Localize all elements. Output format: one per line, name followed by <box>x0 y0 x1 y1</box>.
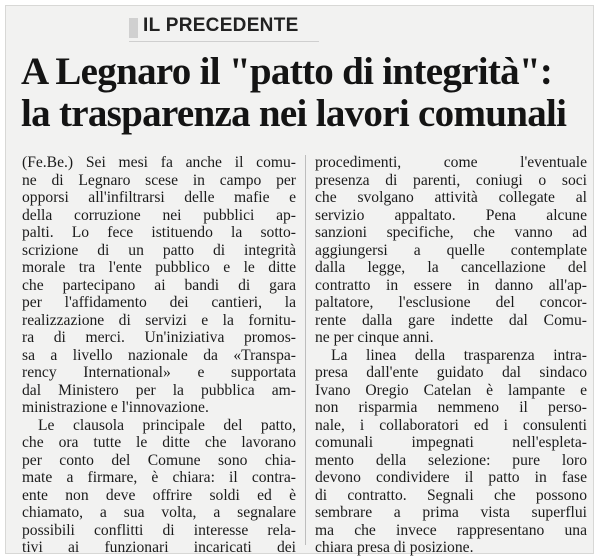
article-text-line: rency International» e supportata <box>22 364 296 381</box>
article-text-line: che ora tutte le ditte che lavorano <box>22 434 296 451</box>
article-text-line: realizzazione di servizi e la fornitu- <box>22 311 296 329</box>
article-text-line: per conto del Comune sono chia- <box>22 451 296 469</box>
article-text-line: della corruzione nei pubblici ap- <box>22 206 296 224</box>
rubric-marker <box>129 18 138 38</box>
article-text-line: ma che invece rappresentano una <box>315 521 587 539</box>
article-text-line: La linea della trasparenza intra- <box>331 346 587 364</box>
article-text-line: dalla legge, la cancellazione del <box>315 259 587 276</box>
article-text-line: opporsi all'infiltrarsi delle mafie e <box>22 189 296 206</box>
article-text-line: che svolgano attività collegate al <box>315 189 587 206</box>
article-text-line: sa a livello nazionale da «Transpa- <box>22 346 296 364</box>
newspaper-clipping <box>5 5 594 554</box>
article-text-line: comunali impegnati nell'espleta- <box>315 434 587 451</box>
article-text-line: scrizione di un patto di integrità <box>22 241 296 259</box>
article-text-line: mento della selezione: pure loro <box>315 451 587 469</box>
article-text-line: rente dalla gare indette dal Comu- <box>315 311 587 329</box>
article-text-line: devono condividere il patto in fase <box>315 469 587 486</box>
article-text-line: palti. Lo fece istituendo la sotto- <box>22 224 296 241</box>
article-text-line: chiara presa di posizione. <box>315 539 474 556</box>
article-text-line: per l'affidamento dei cantieri, la <box>22 294 296 311</box>
section-rubric <box>129 13 319 42</box>
rubric-label: IL PRECEDENTE <box>143 15 299 36</box>
article-text-line: tivi ai funzionari incaricati dei <box>22 539 296 556</box>
article-text-line: paltatore, l'esclusione del concor- <box>315 294 587 311</box>
article-text-line: servizio appaltato. Pena alcune <box>315 206 587 224</box>
article-text-line: chiamato, a sua volta, a segnalare <box>22 504 296 521</box>
article-text-line: ne per cinque anni. <box>315 329 434 346</box>
article-text-line: (Fe.Be.) Sei mesi fa anche il comu- <box>22 154 296 171</box>
article-text-line: sanzioni specifiche, che vanno ad <box>315 224 587 241</box>
article-text-line: dal Ministero per la pubblica am- <box>22 381 296 399</box>
article-text-line: possibili conflitti di interesse rela- <box>22 521 296 539</box>
article-text-line: che partecipano ai bandi di gara <box>22 276 296 294</box>
article-column-right <box>315 154 587 557</box>
article-text-line: non risparmia nemmeno il perso- <box>315 399 587 416</box>
article-text-line: ente non deve offrire soldi ed è <box>22 486 296 504</box>
article-text-line: procedimenti, come l'eventuale <box>315 154 587 171</box>
article-text-line: nale, i collaboratori ed i consulenti <box>315 416 587 434</box>
column-divider <box>305 155 306 545</box>
article-headline <box>21 51 591 135</box>
headline-line-2: la trasparenza nei lavori comunali <box>21 92 567 135</box>
article-text-line: Le clausola principale del patto, <box>38 416 296 434</box>
article-text-line: aggiungersi a quelle contemplate <box>315 241 587 259</box>
article-text-line: ne di Legnaro scese in campo per <box>22 171 296 189</box>
article-column-left <box>22 154 296 557</box>
article-text-line: mate a firmare, è chiara: il contra- <box>22 469 296 486</box>
article-text-line: presa dall'ente guidato dal sindaco <box>315 364 587 381</box>
article-text-line: sembrare a prima vista superflui <box>315 504 587 521</box>
article-text-line: contratto in essere in danno all'ap- <box>315 276 587 294</box>
article-text-line: presenza di parenti, coniugi o soci <box>315 171 587 189</box>
article-text-line: morale tra l'ente pubblico e le ditte <box>22 259 296 276</box>
article-text-line: ra di merci. Un'iniziativa promos- <box>22 329 296 346</box>
article-text-line: di contratto. Segnali che possono <box>315 486 587 504</box>
article-text-line: ministrazione e l'innovazione. <box>22 399 209 416</box>
headline-line-1: A Legnaro il "patto di integrità": <box>21 50 553 93</box>
article-text-line: Ivano Oregio Catelan è lampante e <box>315 381 587 399</box>
